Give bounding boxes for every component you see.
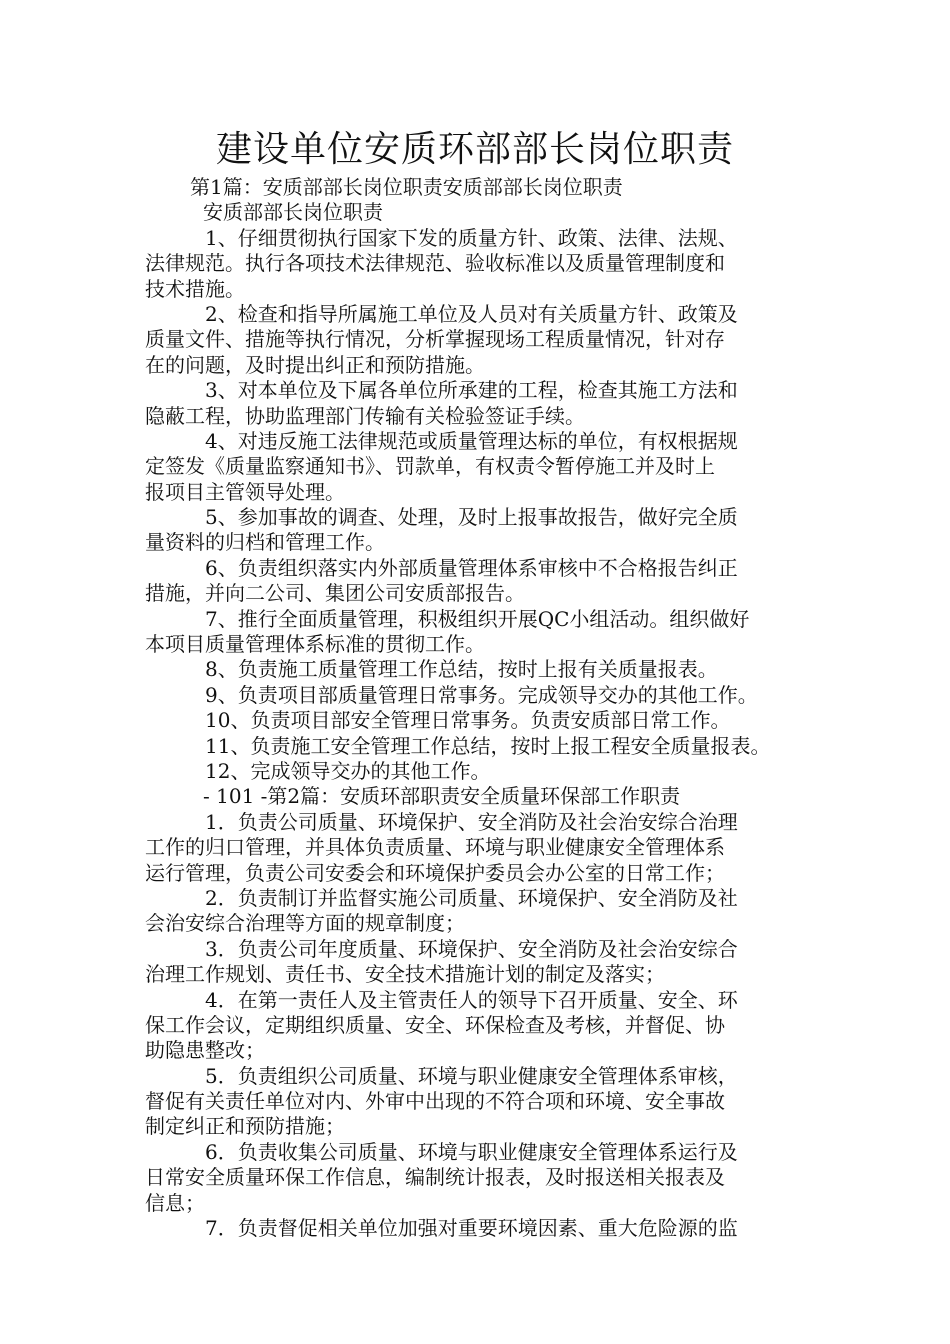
text-line: 9、负责项目部质量管理日常事务。完成领导交办的其他工作。 (205, 682, 758, 707)
text-line: 3．负责公司年度质量、环境保护、安全消防及社会治安综合 (205, 936, 738, 961)
text-line: 1．负责公司质量、环境保护、安全消防及社会治安综合治理 (205, 809, 738, 834)
text-line: 7．负责督促相关单位加强对重要环境因素、重大危险源的监 (205, 1216, 738, 1241)
text-line: 10、负责项目部安全管理日常事务。负责安质部日常工作。 (205, 708, 731, 733)
text-line: 工作的归口管理，并具体负责质量、环境与职业健康安全管理体系 (145, 835, 725, 860)
text-line: 治理工作规划、责任书、安全技术措施计划的制定及落实； (145, 962, 665, 987)
text-line: 助隐患整改； (145, 1038, 265, 1063)
text-line: 质量文件、措施等执行情况，分析掌握现场工程质量情况，针对存 (145, 327, 725, 352)
text-line: 4．在第一责任人及主管责任人的领导下召开质量、安全、环 (205, 987, 738, 1012)
text-line: 制定纠正和预防措施； (145, 1114, 345, 1139)
text-line: 措施，并向二公司、集团公司安质部报告。 (145, 581, 525, 606)
text-line: 信息； (145, 1190, 205, 1215)
text-line: 保工作会议，定期组织质量、安全、环保检查及考核，并督促、协 (145, 1012, 725, 1037)
text-line: 2．负责制订并监督实施公司质量、环境保护、安全消防及社 (205, 885, 738, 910)
text-line: 5、参加事故的调查、处理，及时上报事故报告，做好完全质 (205, 505, 738, 530)
text-line: 督促有关责任单位对内、外审中出现的不符合项和环境、安全事故 (145, 1089, 725, 1114)
text-line: 法律规范。执行各项技术法律规范、验收标准以及质量管理制度和 (145, 251, 725, 276)
text-line: 2、检查和指导所属施工单位及人员对有关质量方针、政策及 (205, 301, 738, 326)
text-line: 技术措施。 (145, 276, 245, 301)
text-line: 定签发《质量监察通知书》、罚款单，有权责令暂停施工并及时上 (145, 454, 715, 479)
text-line: 在的问题，及时提出纠正和预防措施。 (145, 352, 485, 377)
text-line: 6．负责收集公司质量、环境与职业健康安全管理体系运行及 (205, 1139, 738, 1164)
text-line: 本项目质量管理体系标准的贯彻工作。 (145, 632, 485, 657)
text-line: 量资料的归档和管理工作。 (145, 530, 385, 555)
text-line: 运行管理，负责公司安委会和环境保护委员会办公室的日常工作； (145, 860, 725, 885)
document-title: 建设单位安质环部部长岗位职责 (215, 129, 734, 170)
text-line: 报项目主管领导处理。 (145, 479, 345, 504)
text-line: 7、推行全面质量管理，积极组织开展QC小组活动。组织做好 (205, 606, 750, 631)
text-line: 1、仔细贯彻执行国家下发的质量方针、政策、法律、法规、 (205, 225, 738, 250)
text-line: 会治安综合治理等方面的规章制度； (145, 911, 465, 936)
text-line: 11、负责施工安全管理工作总结，按时上报工程安全质量报表。 (205, 733, 771, 758)
text-line: 4、对违反施工法律规范或质量管理达标的单位，有权根据规 (205, 428, 738, 453)
text-line: 5．负责组织公司质量、环境与职业健康安全管理体系审核， (205, 1063, 738, 1088)
text-line: 隐蔽工程，协助监理部门传输有关检验签证手续。 (145, 403, 585, 428)
text-line: 6、负责组织落实内外部质量管理体系审核中不合格报告纠正 (205, 555, 738, 580)
text-line: 12、完成领导交办的其他工作。 (205, 758, 491, 783)
text-line: 3、对本单位及下属各单位所承建的工程，检查其施工方法和 (205, 378, 738, 403)
text-line: 第1篇：安质部部长岗位职责安质部部长岗位职责 (190, 175, 623, 199)
text-line: - 101 -第2篇：安质环部职责安全质量环保部工作职责 (203, 784, 681, 809)
text-line: 8、负责施工质量管理工作总结，按时上报有关质量报表。 (205, 657, 718, 682)
text-line: 日常安全质量环保工作信息，编制统计报表，及时报送相关报表及 (145, 1165, 725, 1190)
document-body (145, 175, 815, 1241)
text-line: 安质部部长岗位职责 (203, 200, 383, 225)
